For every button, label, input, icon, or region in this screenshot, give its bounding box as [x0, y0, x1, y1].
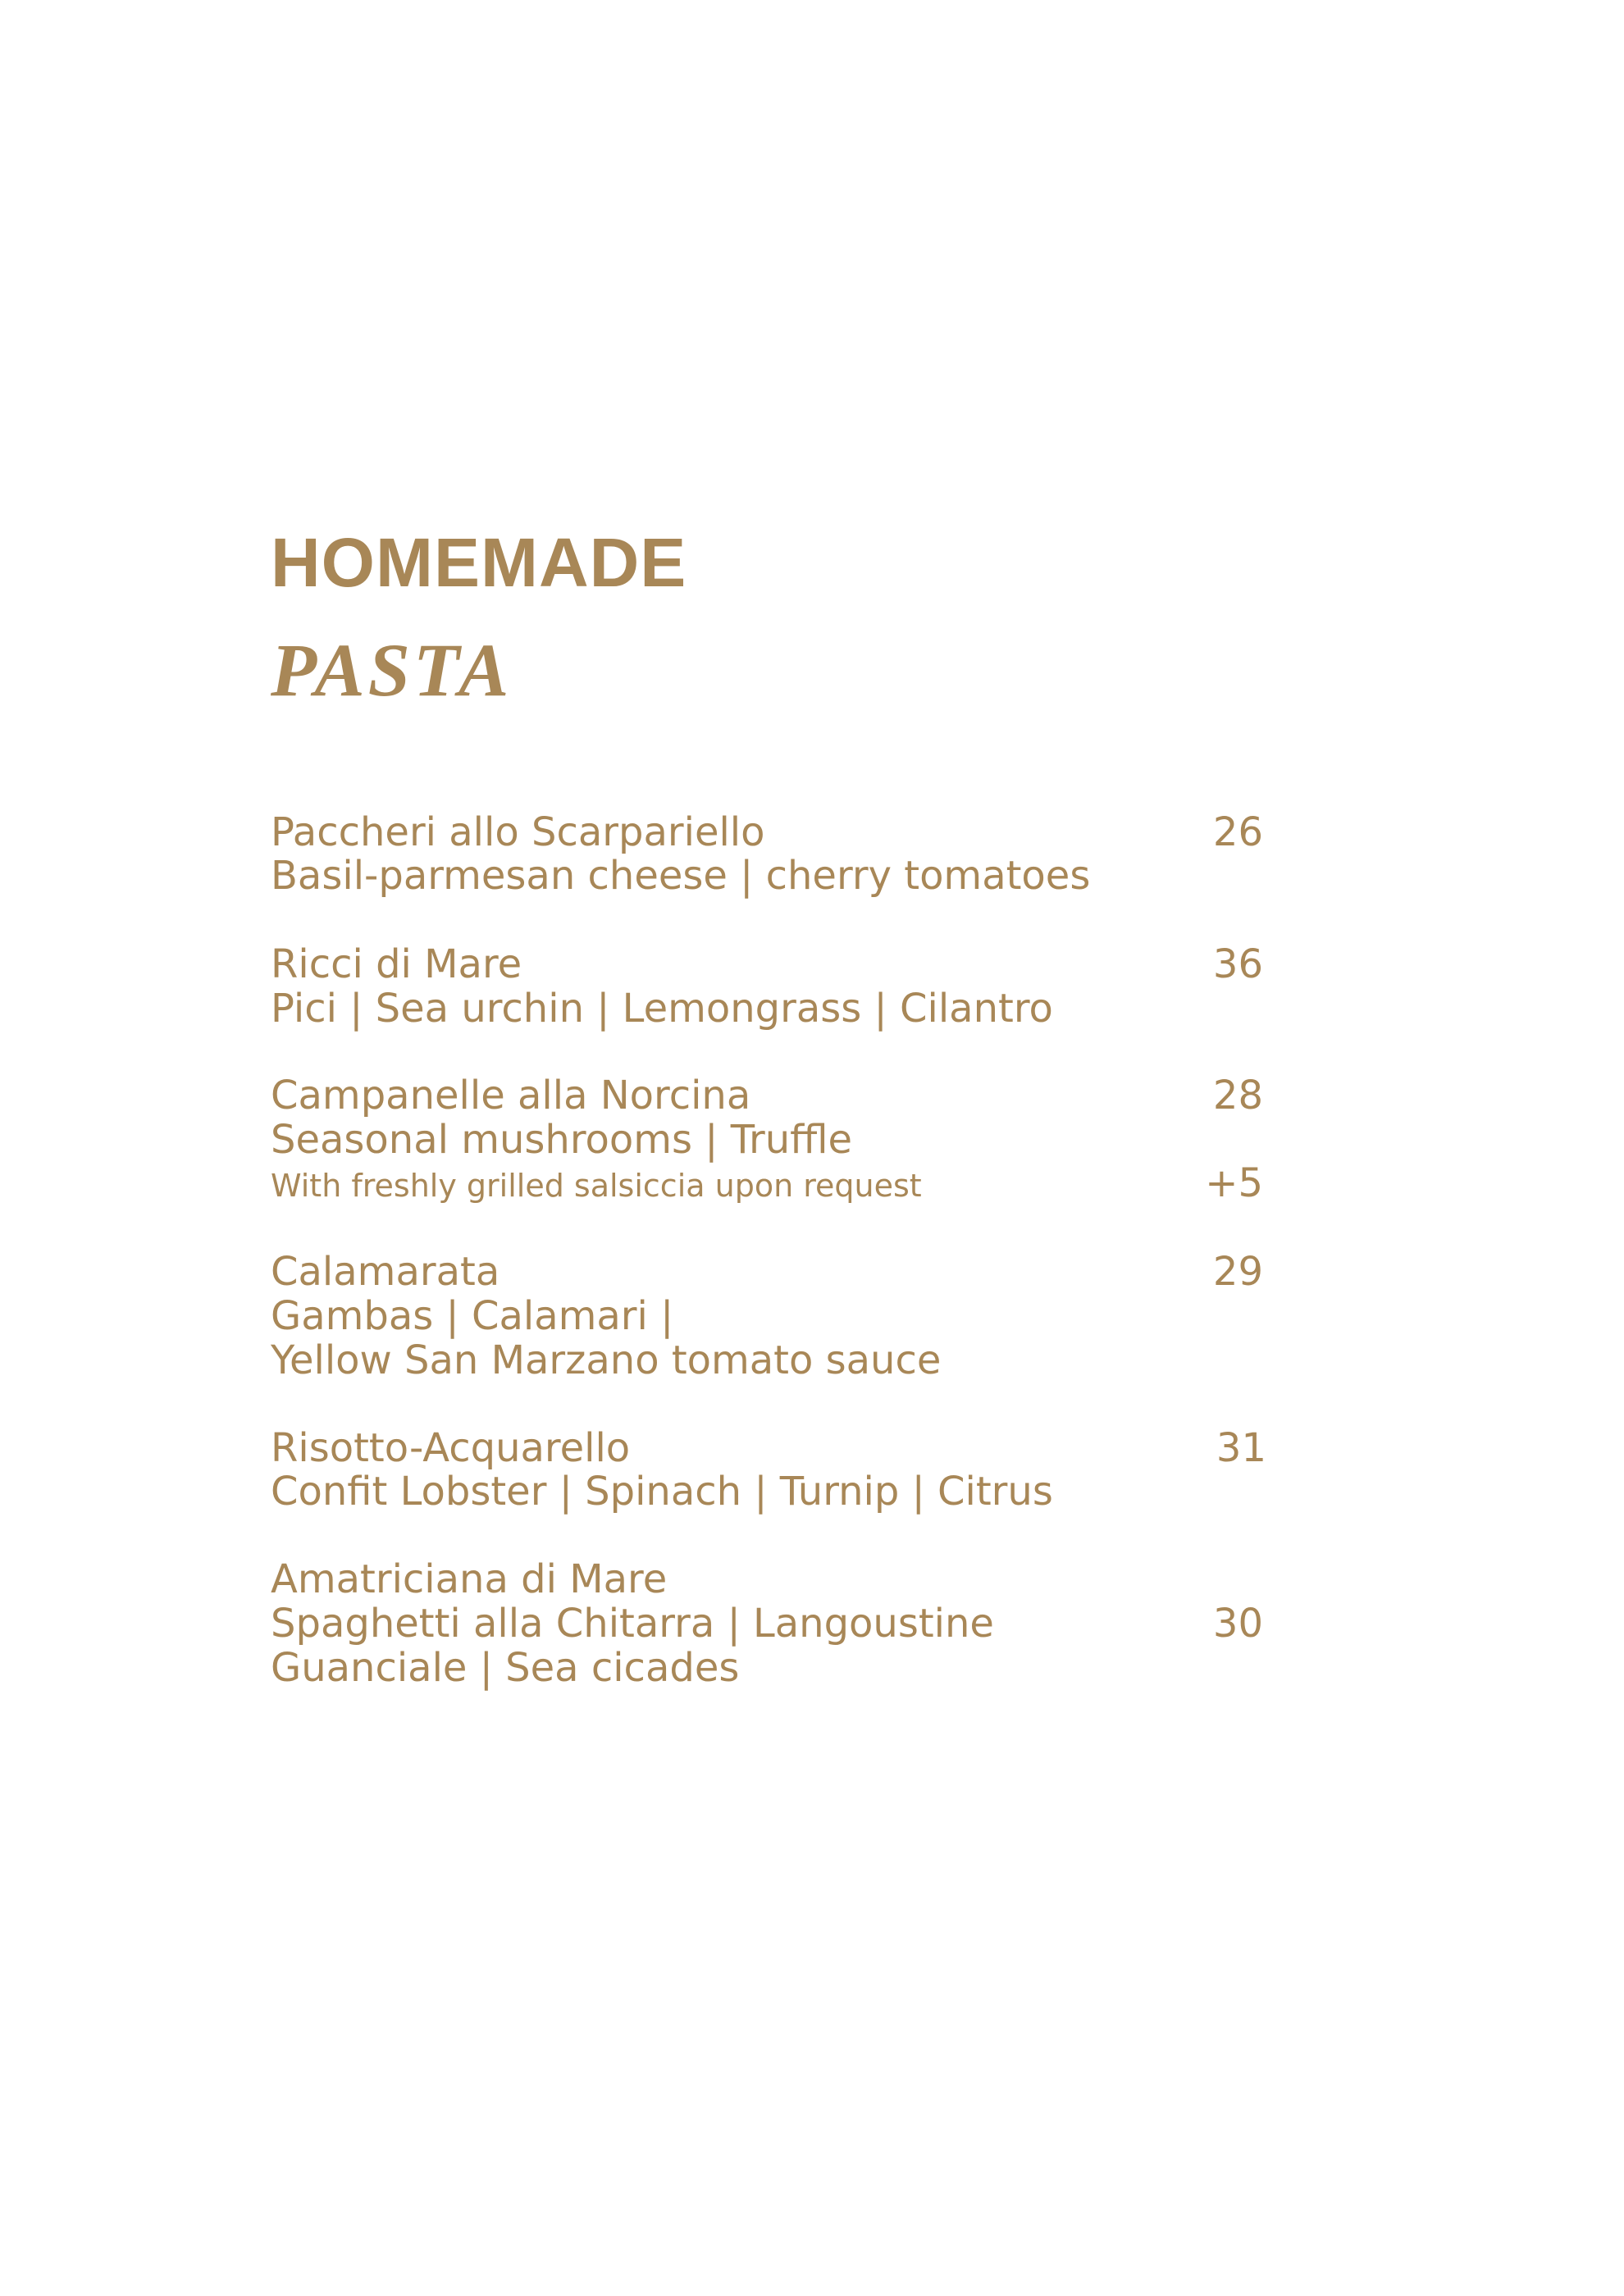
item-name: Campanelle alla Norcina [271, 1073, 751, 1118]
item-price: 30 [1212, 1601, 1263, 1647]
menu-title: HOMEMADE [271, 524, 687, 601]
item-name: Ricci di Mare [271, 941, 522, 987]
item-price: 36 [1212, 941, 1263, 987]
item-price: 31 [1216, 1425, 1266, 1471]
item-price: 29 [1212, 1249, 1263, 1295]
item-extra-note: With freshly grilled salsiccia upon request [271, 1168, 922, 1204]
item-description: Basil-parmesan cheese | cherry tomatoes [271, 853, 1091, 899]
item-name: Risotto-Acquarello [271, 1425, 631, 1471]
item-description: Pici | Sea urchin | Lemongrass | Cilantro [271, 986, 1053, 1032]
item-name: Amatriciana di Mare [271, 1556, 668, 1602]
item-extra-price: +5 [1205, 1160, 1263, 1206]
item-name: Calamarata [271, 1249, 500, 1295]
menu-subtitle: PASTA [271, 628, 513, 712]
item-price: 28 [1212, 1073, 1263, 1118]
item-description: Seasonal mushrooms | Truffle [271, 1117, 853, 1163]
item-description: Confit Lobster | Spinach | Turnip | Citrus [271, 1469, 1053, 1515]
item-description: Spaghetti alla Chitarra | Langoustine [271, 1601, 994, 1647]
item-name: Paccheri allo Scarpariello [271, 809, 765, 855]
item-description: Gambas | Calamari | [271, 1293, 674, 1339]
item-description: Guanciale | Sea cicades [271, 1645, 740, 1691]
item-description: Yellow San Marzano tomato sauce [271, 1337, 942, 1383]
item-price: 26 [1212, 809, 1263, 855]
